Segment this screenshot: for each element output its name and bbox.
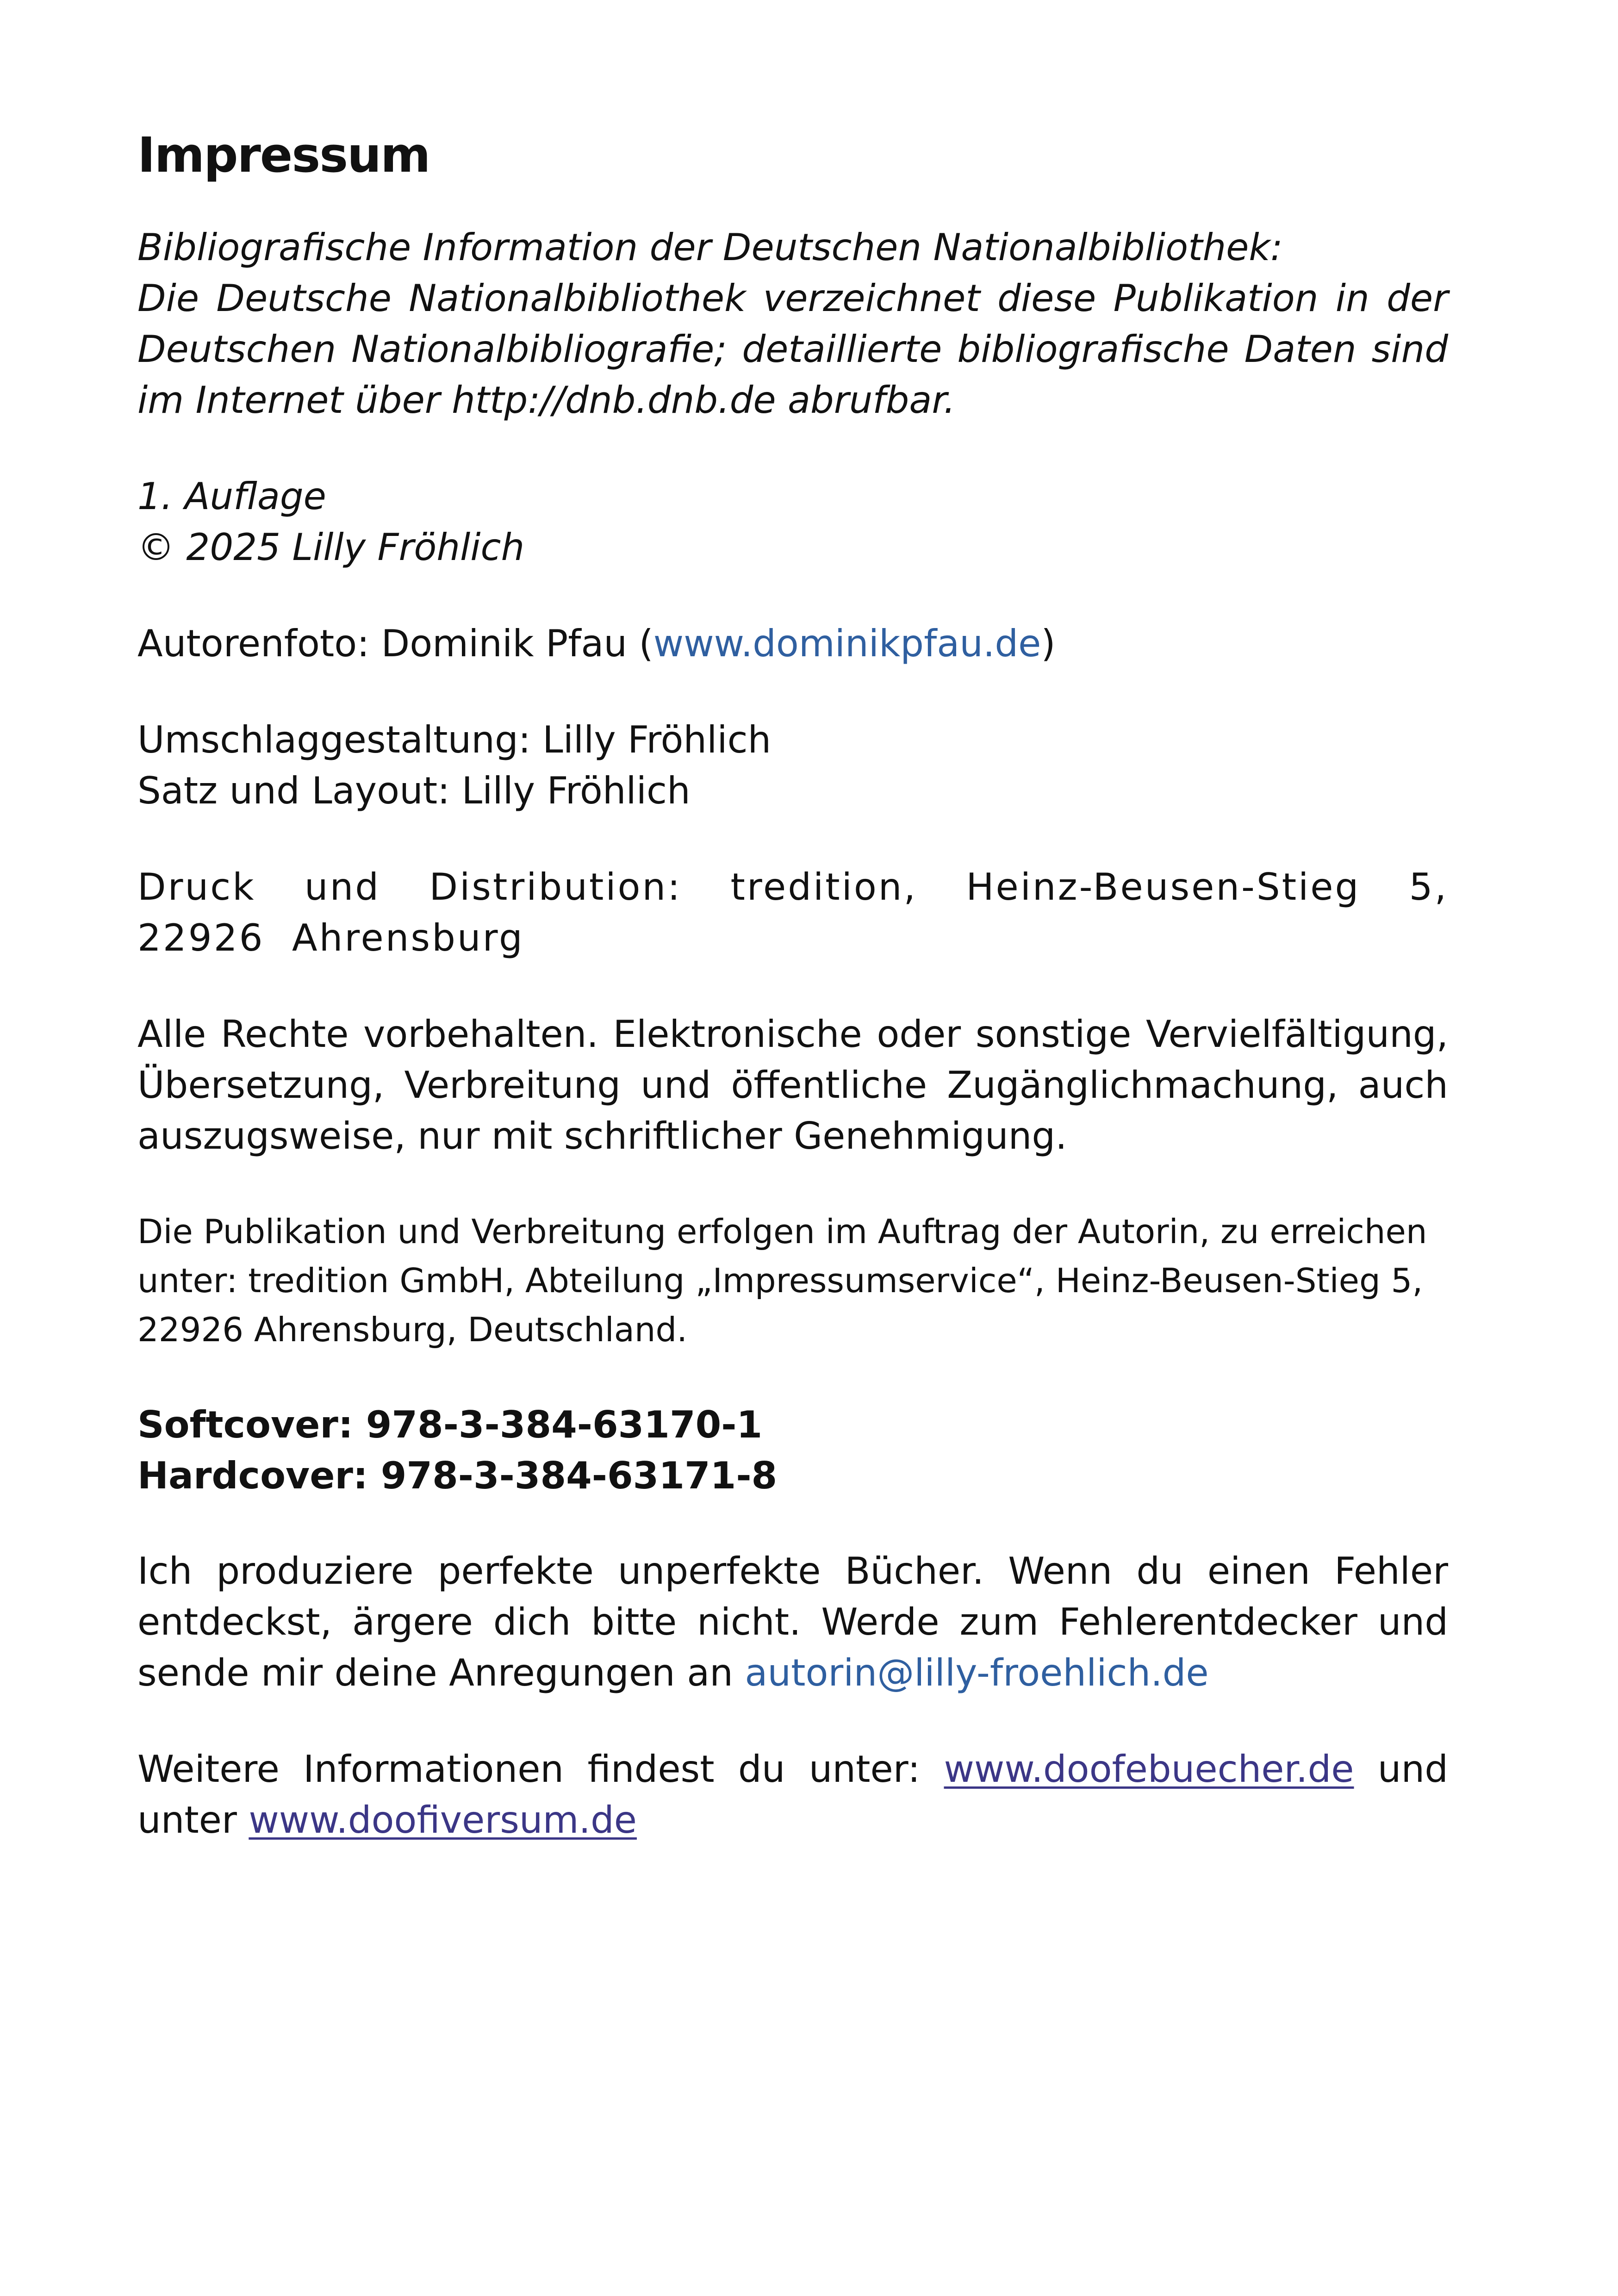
- layout-credit: Satz und Layout: Lilly Fröhlich: [137, 769, 691, 812]
- photo-credit-prefix: Autorenfoto: Dominik Pfau (: [137, 622, 653, 665]
- photo-credit-suffix: ): [1041, 622, 1056, 665]
- isbn-hardcover: Hardcover: 978-3-384-63171-8: [137, 1454, 778, 1497]
- page-title: Impressum: [137, 127, 430, 183]
- bibliographic-info: [137, 222, 1448, 426]
- more-info: [137, 1744, 1448, 1846]
- author-photo-credit: [137, 618, 1448, 669]
- publication-note: Die Publikation und Verbreitung erfolgen im Auftrag der Autorin, zu erreichen unter: tredition GmbH, Abteilung „Impressumservice“, Heinz-Beusen-Stieg 5, 22926 Ahrensburg, Deutschland.: [137, 1212, 1427, 1349]
- author-email-link[interactable]: autorin@lilly-froehlich.de: [745, 1651, 1209, 1694]
- errors-note: [137, 1546, 1448, 1699]
- more-info-prefix: Weitere Informationen findest du unter:: [137, 1748, 944, 1791]
- photographer-link[interactable]: www.dominikpfau.de: [653, 622, 1041, 665]
- design-credits: [137, 715, 1448, 816]
- cover-design-credit: Umschlaggestaltung: Lilly Fröhlich: [137, 718, 772, 761]
- doofebuecher-link[interactable]: www.doofebuecher.de: [944, 1748, 1354, 1791]
- errors-note-text: Ich produziere perfekte unperfekte Bücher. Wenn du einen Fehler entdeckst, ärgere dich bitte nicht. Werde zum Fehlerentdecker und sende mir deine Anregungen an: [137, 1549, 1448, 1694]
- edition-block: [137, 471, 1448, 573]
- doofiversum-link[interactable]: www.doofiversum.de: [249, 1798, 637, 1842]
- copyright-line: © 2025 Lilly Fröhlich: [137, 526, 525, 569]
- more-info-middle: und unter: [137, 1748, 1448, 1842]
- impressum-page: [137, 125, 1448, 1846]
- print-distribution: Druck und Distribution: tredition, Heinz-Beusen-Stieg 5, 22926 Ahrensburg: [137, 865, 1448, 959]
- rights-notice: Alle Rechte vorbehalten. Elektronische oder sonstige Vervielfältigung, Übersetzung, Verbreitung und öffentliche Zugänglichmachung, auch auszugsweise, nur mit schriftlicher Genehmigung.: [137, 1013, 1448, 1157]
- isbn-softcover: Softcover: 978-3-384-63170-1: [137, 1403, 763, 1446]
- bibliographic-heading: Bibliografische Information der Deutschen Nationalbibliothek:: [137, 226, 1283, 269]
- bibliographic-text: Die Deutsche Nationalbibliothek verzeichnet diese Publikation in der Deutschen Nationalbibliografie; detaillierte bibliografische Daten sind im Internet über http://dnb.dnb.de abrufbar.: [137, 277, 1448, 422]
- edition-label: 1. Auflage: [137, 475, 326, 518]
- isbn-block: [137, 1400, 1448, 1501]
